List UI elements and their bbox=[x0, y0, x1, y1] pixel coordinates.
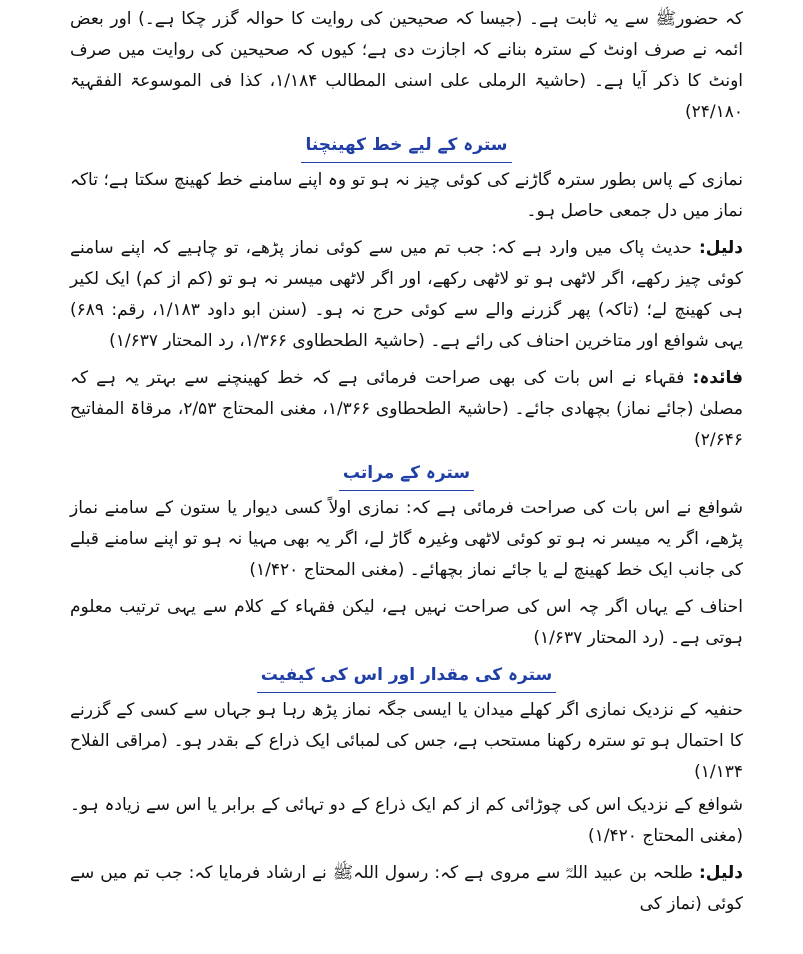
dalil-text: حدیث پاک میں وارد ہے کہ: جب تم میں سے کوئی نماز پڑھے، تو چاہیے کہ اپنے سامنے کوئی چیز رکھے، اگر لاٹھی ہو تو لاٹھی رکھے، اور اگر لاٹھی میسر نہ ہو تو (کم از کم) ایک لکیر ہی کھینچ لے؛ (تاکہ) پھر گزرنے والے سے کوئی حرج نہ ہو۔ (سنن ابو داود ۱/۱۸۳، رقم: ۶۸۹) یہی شوافع اور متاخرین احناف کی رائے ہے۔ (حاشیۃ الطحطاوی ۱/۳۶۶، رد المحتار ۱/۶۳۷) bbox=[70, 238, 743, 351]
dalil-lead-2: دلیل: bbox=[698, 863, 743, 883]
section-heading-khat: سترہ کے لیے خط کھینچنا bbox=[70, 130, 743, 163]
maratib-paragraph-1: شوافع نے اس بات کی صراحت فرمائی ہے کہ: نمازی اولاً کسی دیوار یا ستون کے سامنے نماز پڑھے، اگر یہ میسر نہ ہو تو کوئی لاٹھی وغیرہ گاڑ لے، اگر یہ بھی مہیا نہ ہو تو اپنے سامنے قبلے کی جانب ایک خط کھینچ لے یا جائے نماز بچھائے۔ (مغنی المحتاج ۱/۴۲۰) bbox=[70, 498, 743, 580]
khat-paragraph-1: نمازی کے پاس بطور سترہ گاڑنے کی کوئی چیز نہ ہو تو وہ اپنے سامنے خط کھینچ سکتا ہے؛ تاکہ نماز میں دل جمعی حاصل ہو۔ bbox=[70, 170, 743, 221]
khat-paragraph-dalil bbox=[70, 233, 743, 357]
miqdar-paragraph-dalil bbox=[70, 858, 743, 920]
faida-text: فقہاء نے اس بات کی بھی صراحت فرمائی ہے کہ خط کھینچنے سے بہتر یہ ہے کہ مصلیٰ (جائے نماز) بچھادی جائے۔ (حاشیۃ الطحطاوی ۱/۳۶۶، مغنی المحتاج ۲/۵۳، مرقاۃ المفاتیح ۲/۶۴۶) bbox=[70, 368, 744, 450]
maratib-paragraph-2: احناف کے یہاں اگر چہ اس کی صراحت نہیں ہے، لیکن فقہاء کے کلام سے یہی ترتیب معلوم ہوتی ہے۔ (رد المحتار ۱/۶۳۷) bbox=[70, 597, 743, 648]
dalil-lead: دلیل: bbox=[698, 238, 743, 258]
section-heading-maratib: سترہ کے مراتب bbox=[70, 458, 743, 491]
intro-paragraph: کہ حضورﷺ سے یہ ثابت ہے۔ (جیسا کہ صحیحین کی روایت کا حوالہ گزر چکا ہے۔) اور بعض ائمہ نے صرف اونٹ کے سترہ بنانے کہ اجازت دی ہے؛ کیوں کہ صحیحین کی روایت میں صرف اونٹ کا ذکر آیا ہے۔ (حاشیۃ الرملی علی اسنی المطالب ۱/۱۸۴، کذا فی الموسوعۃ الفقہیۃ ۲۴/۱۸۰) bbox=[70, 9, 744, 122]
khat-paragraph-faida bbox=[70, 363, 743, 456]
dalil-text-2: طلحہ بن عبید اللہؓ سے مروی ہے کہ: رسول اللہﷺ نے ارشاد فرمایا کہ: جب تم میں سے کوئی (نماز کی bbox=[70, 863, 743, 914]
section-heading-miqdar: سترہ کی مقدار اور اس کی کیفیت bbox=[70, 660, 743, 693]
miqdar-paragraph-2: شوافع کے نزدیک اس کی چوڑائی کم از کم ایک ذراع کے دو تہائی کے برابر یا اس سے زیادہ ہو۔ (مغنی المحتاج ۱/۴۲۰) bbox=[70, 795, 743, 846]
miqdar-paragraph-1: حنفیہ کے نزدیک نمازی اگر کھلے میدان یا ایسی جگہ نماز پڑھ رہا ہو جہاں سے کسی کے گزرنے کا احتمال ہو تو سترہ رکھنا مستحب ہے، جس کی لمبائی ایک ذراع کے بقدر ہو۔ (مراقی الفلاح ۱/۱۳۴) bbox=[70, 700, 743, 782]
faida-lead: فائدہ: bbox=[692, 368, 743, 388]
